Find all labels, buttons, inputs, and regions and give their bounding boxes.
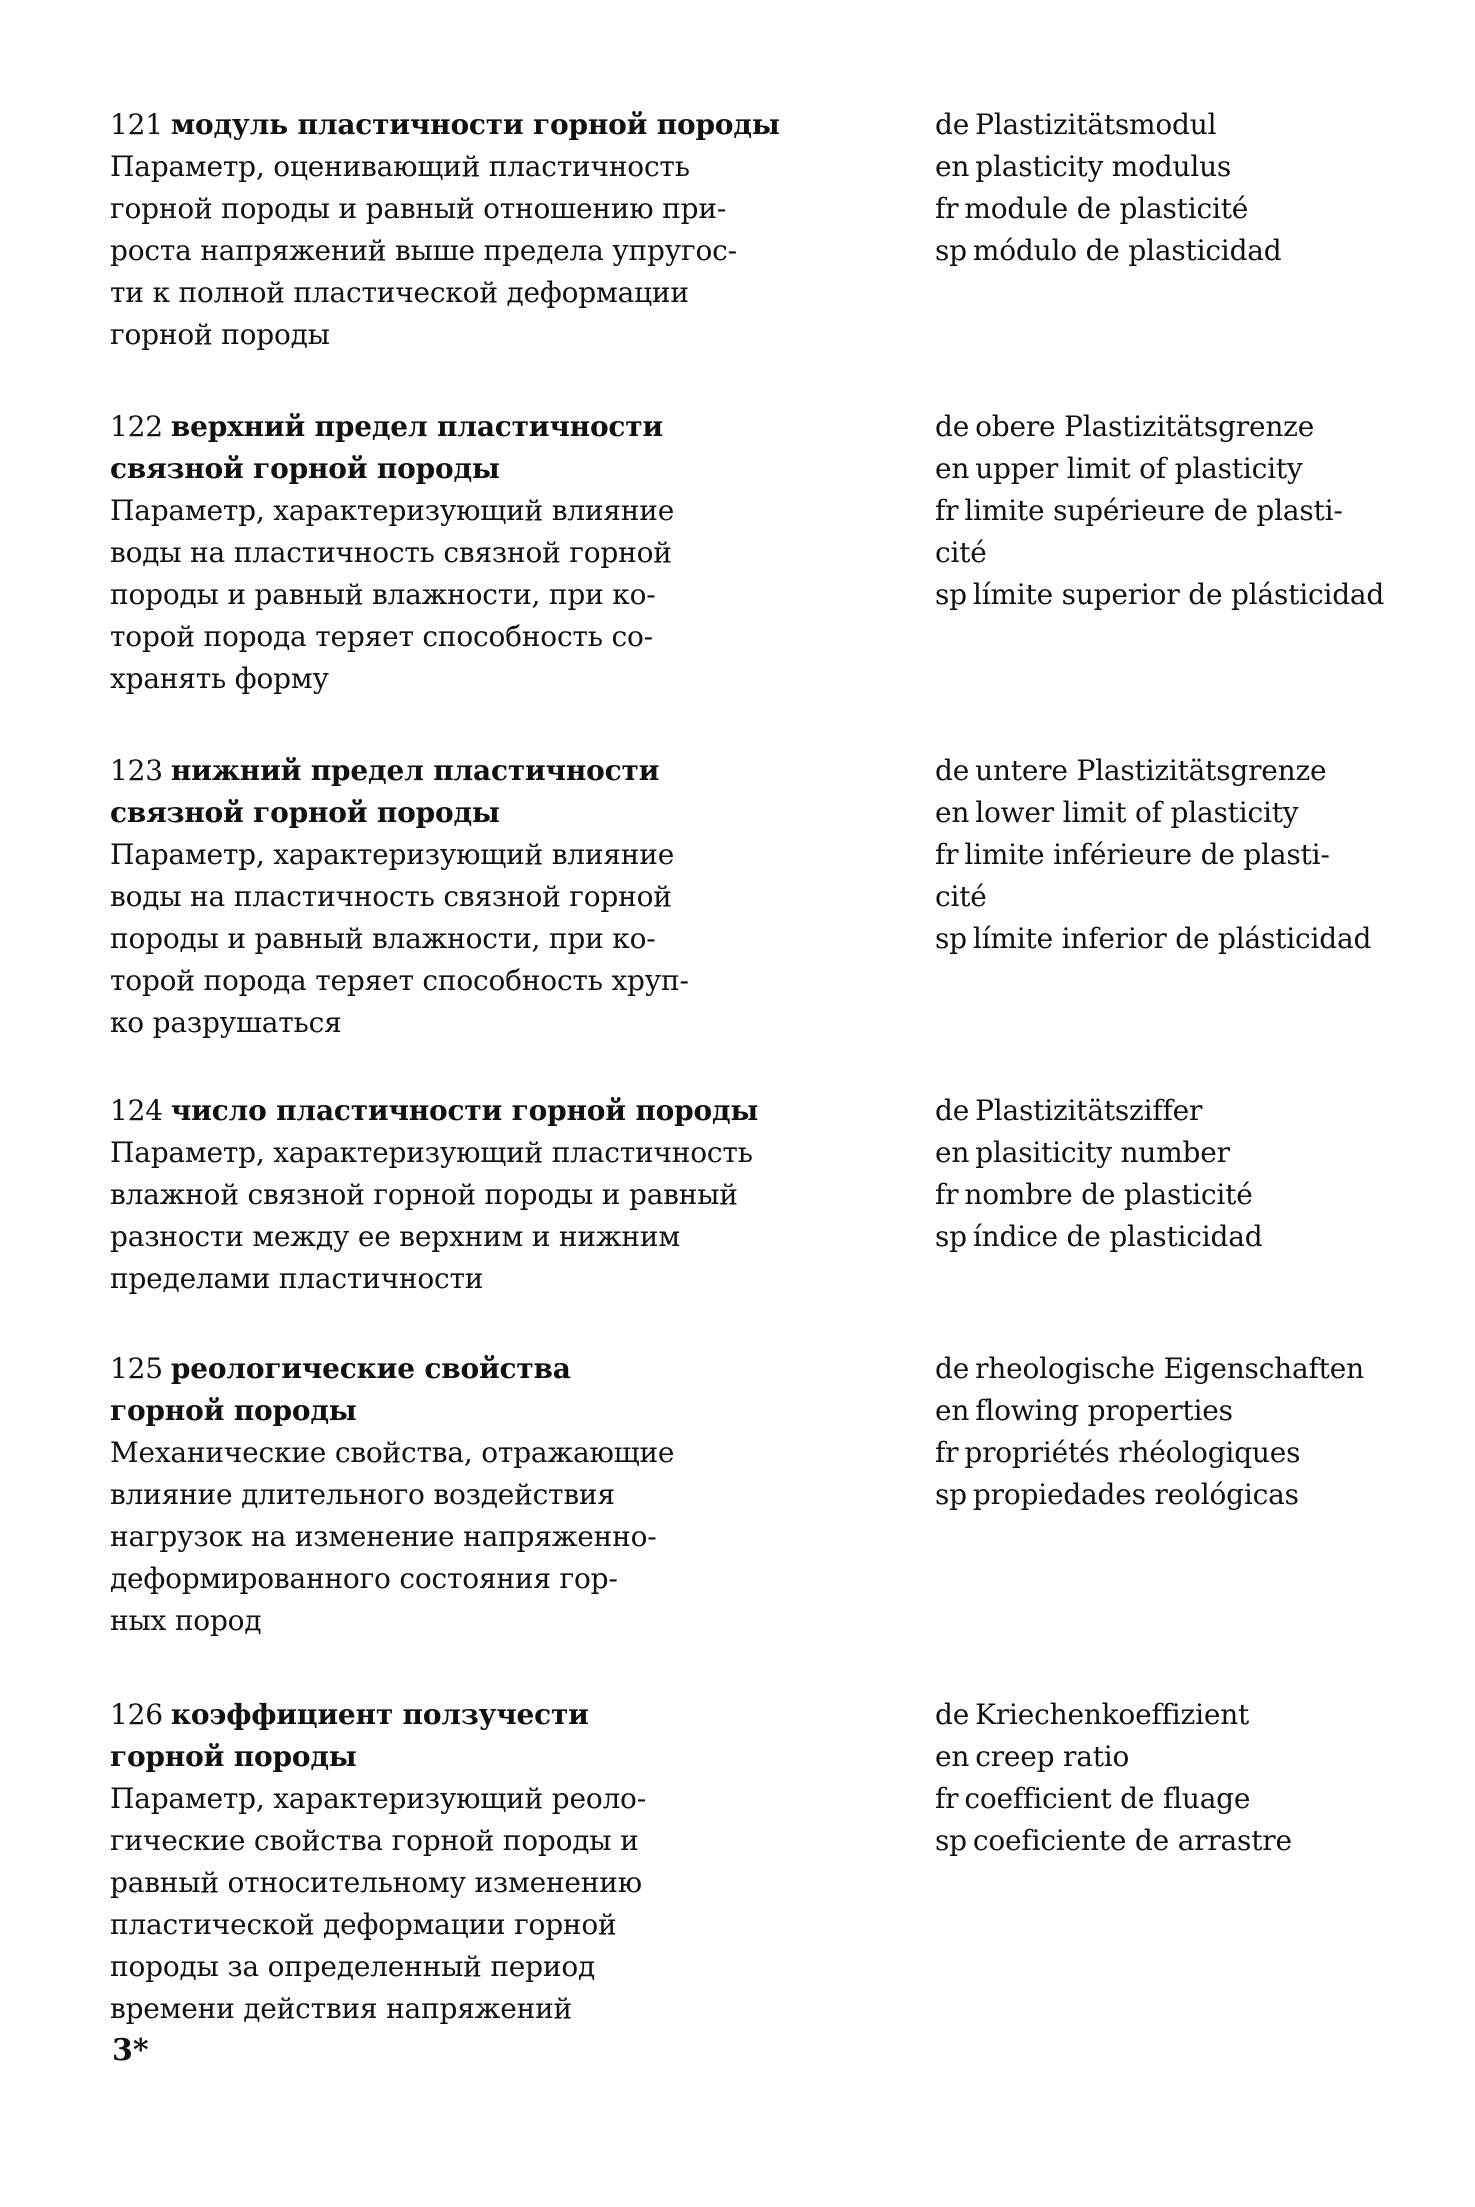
definition-line: торой порода теряет способность хруп- bbox=[110, 964, 689, 997]
translations-column bbox=[935, 104, 1435, 272]
translation-en: en plasticity modulus bbox=[935, 150, 1232, 183]
definition-line: торой порода теряет способность со- bbox=[110, 620, 653, 653]
definition-line: воды на пластичность связной горной bbox=[110, 536, 672, 569]
term-title: верхний предел пластичности bbox=[170, 410, 663, 443]
translation-de: de Plastizitätsmodul bbox=[935, 108, 1217, 141]
definition-line: породы и равный влажности, при ко- bbox=[110, 922, 656, 955]
russian-column bbox=[110, 750, 800, 1044]
term-title-continued: горной породы bbox=[110, 1740, 357, 1773]
translation-fr: fr nombre de plasticité bbox=[935, 1178, 1253, 1211]
translation-sp: sp propiedades reológicas bbox=[935, 1478, 1299, 1511]
definition-line: Механические свойства, отражающие bbox=[110, 1436, 675, 1469]
translation-en: en upper limit of plasticity bbox=[935, 452, 1303, 485]
translation-sp: sp límite inferior de plásticidad bbox=[935, 922, 1372, 955]
definition-line: влажной связной горной породы и равный bbox=[110, 1178, 738, 1211]
definition-line: породы и равный влажности, при ко- bbox=[110, 578, 656, 611]
definition-line: ти к полной пластической деформации bbox=[110, 276, 689, 309]
translations-column bbox=[935, 406, 1435, 616]
definition-line: воды на пластичность связной горной bbox=[110, 880, 672, 913]
definition-line: гические свойства горной породы и bbox=[110, 1824, 639, 1857]
translation-sp: sp límite superior de plásticidad bbox=[935, 578, 1385, 611]
term-number: 122 bbox=[110, 410, 163, 443]
russian-column bbox=[110, 1348, 800, 1642]
term-number: 124 bbox=[110, 1094, 163, 1127]
term-title-continued: связной горной породы bbox=[110, 796, 500, 829]
term-heading bbox=[110, 104, 800, 146]
translation-de: de untere Plastizitätsgrenze bbox=[935, 754, 1327, 787]
term-number: 123 bbox=[110, 754, 163, 787]
definition-line: роста напряжений выше предела упругос- bbox=[110, 234, 737, 267]
russian-column bbox=[110, 1694, 800, 2030]
translation-de: de obere Plastizitätsgrenze bbox=[935, 410, 1315, 443]
definition-line: времени действия напряжений bbox=[110, 1992, 572, 2025]
definition-line: нагрузок на изменение напряженно- bbox=[110, 1520, 657, 1553]
translation-fr: fr coefficient de fluage bbox=[935, 1782, 1251, 1815]
definition-line: равный относительному изменению bbox=[110, 1866, 642, 1899]
definition-line: Параметр, оценивающий пластичность bbox=[110, 150, 690, 183]
translations-column bbox=[935, 1694, 1435, 1862]
signature-mark: 3* bbox=[112, 2033, 149, 2068]
term-title: коэффициент ползучести bbox=[170, 1698, 589, 1731]
translation-fr: fr module de plasticité bbox=[935, 192, 1249, 225]
term-heading bbox=[110, 1694, 800, 1736]
translation-sp: sp coeficiente de arrastre bbox=[935, 1824, 1292, 1857]
russian-column bbox=[110, 104, 800, 356]
definition-line: Параметр, характеризующий влияние bbox=[110, 494, 675, 527]
term-number: 125 bbox=[110, 1352, 163, 1385]
term-heading bbox=[110, 406, 800, 448]
definition-line: Параметр, характеризующий реоло- bbox=[110, 1782, 646, 1815]
definition-line: хранять форму bbox=[110, 662, 329, 695]
translation-fr: fr limite inférieure de plasti- bbox=[935, 838, 1330, 871]
term-heading bbox=[110, 1090, 800, 1132]
term-title-continued: горной породы bbox=[110, 1394, 357, 1427]
translation-de: de Kriechenkoeffizient bbox=[935, 1698, 1250, 1731]
definition-line: ко разрушаться bbox=[110, 1006, 342, 1039]
translations-column bbox=[935, 1090, 1435, 1258]
definition-line: ных пород bbox=[110, 1604, 262, 1637]
term-title: модуль пластичности горной породы bbox=[170, 108, 780, 141]
definition-line: деформированного состояния гор- bbox=[110, 1562, 618, 1595]
translation-fr-continued: cité bbox=[935, 536, 987, 569]
translation-sp: sp índice de plasticidad bbox=[935, 1220, 1263, 1253]
definition-line: пластической деформации горной bbox=[110, 1908, 617, 1941]
term-number: 121 bbox=[110, 108, 163, 141]
translation-en: en flowing properties bbox=[935, 1394, 1233, 1427]
translations-column bbox=[935, 1348, 1435, 1516]
translation-fr: fr propriétés rhéologiques bbox=[935, 1436, 1301, 1469]
term-title: нижний предел пластичности bbox=[170, 754, 660, 787]
term-heading bbox=[110, 750, 800, 792]
definition-line: Параметр, характеризующий влияние bbox=[110, 838, 675, 871]
term-title: реологические свойства bbox=[170, 1352, 571, 1385]
definition-line: горной породы bbox=[110, 318, 330, 351]
translation-de: de Plastizitätsziffer bbox=[935, 1094, 1203, 1127]
term-title: число пластичности горной породы bbox=[170, 1094, 759, 1127]
russian-column bbox=[110, 406, 800, 700]
definition-line: породы за определенный период bbox=[110, 1950, 596, 1983]
definition-line: пределами пластичности bbox=[110, 1262, 484, 1295]
translations-column bbox=[935, 750, 1435, 960]
definition-line: горной породы и равный отношению при- bbox=[110, 192, 727, 225]
definition-line: разности между ее верхним и нижним bbox=[110, 1220, 680, 1253]
translation-fr: fr limite supérieure de plasti- bbox=[935, 494, 1343, 527]
translation-en: en creep ratio bbox=[935, 1740, 1130, 1773]
translation-en: en plasiticity number bbox=[935, 1136, 1230, 1169]
term-heading bbox=[110, 1348, 800, 1390]
translation-de: de rheologische Eigenschaften bbox=[935, 1352, 1364, 1385]
russian-column bbox=[110, 1090, 800, 1300]
term-number: 126 bbox=[110, 1698, 163, 1731]
definition-line: влияние длительного воздействия bbox=[110, 1478, 615, 1511]
term-title-continued: связной горной породы bbox=[110, 452, 500, 485]
translation-sp: sp módulo de plasticidad bbox=[935, 234, 1282, 267]
definition-line: Параметр, характеризующий пластичность bbox=[110, 1136, 753, 1169]
translation-en: en lower limit of plasticity bbox=[935, 796, 1299, 829]
translation-fr-continued: cité bbox=[935, 880, 987, 913]
